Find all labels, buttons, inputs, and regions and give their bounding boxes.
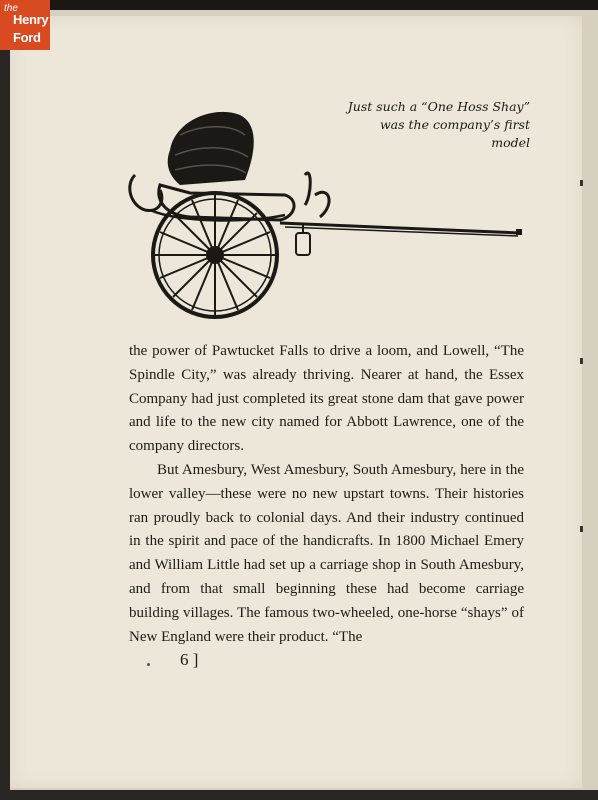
paragraph-1: the power of Pawtucket Falls to drive a loom, and Lowell, “The Spindle City,” was already thriving. Nearer at hand, the Essex Company had just completed its great stone dam that gave power and life to the new city named for Abbott Lawrence, one of the company directors. (129, 343, 524, 455)
body-text (129, 340, 524, 649)
caption-line-1: Just such a “One Hoss Shay” (347, 99, 530, 114)
logo-ford: Ford (13, 30, 41, 45)
logo-the: the (4, 3, 18, 14)
logo-henry: Henry (13, 12, 49, 27)
margin-mark (580, 180, 583, 186)
caption-line-2: was the company’s first model (379, 117, 530, 150)
page-number: 6 ] (180, 650, 199, 669)
one-hoss-shay-illustration (120, 105, 530, 330)
page-dot (147, 663, 150, 666)
the-henry-ford-logo (0, 0, 50, 50)
margin-mark (580, 526, 583, 532)
paragraph-2: But Amesbury, West Amesbury, South Amesbury, here in the lower valley—these were no new upstart towns. Their histories ran proudly back to colonial days. And their industry continued in the spirit and pace of the handicrafts. In 1800 Michael Emery and William Little had set up a carriage shop in South Amesbury, and from that small beginning these had become carriage building villages. The famous two-wheeled, one-horse “shays” of New England were their product. “The (129, 461, 524, 645)
margin-mark (580, 358, 583, 364)
